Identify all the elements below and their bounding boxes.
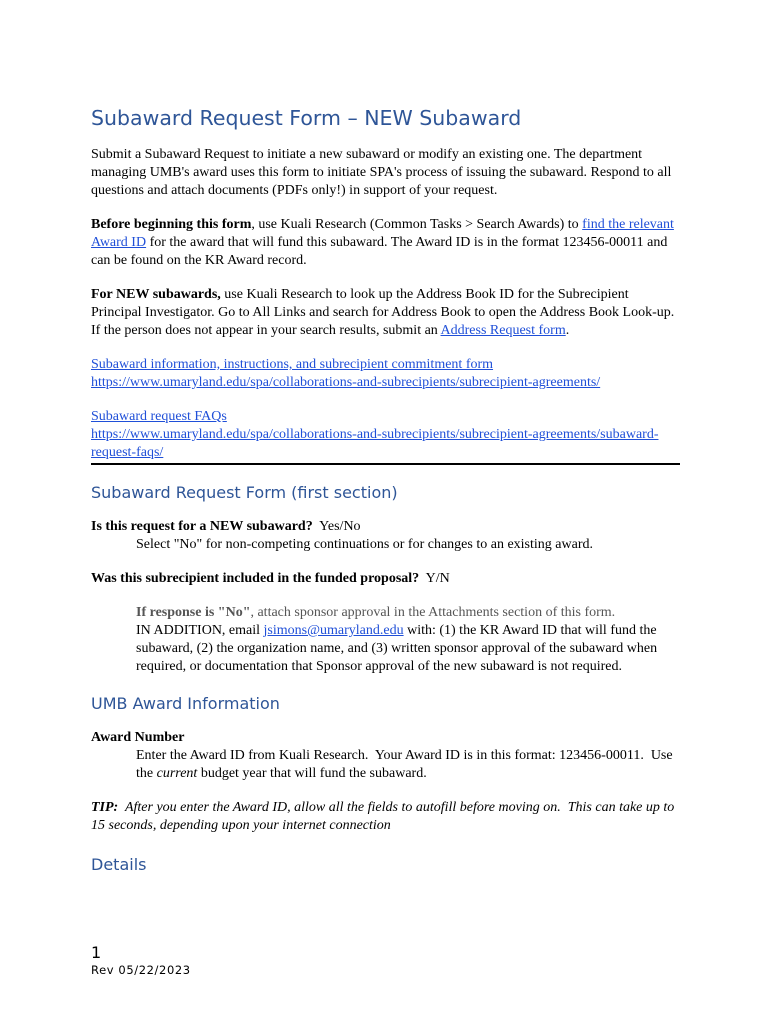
- in-addition-paragraph: [91, 622, 681, 676]
- question-new-subaward-answer: Yes/No: [312, 519, 361, 534]
- new-subawards-bold: For NEW subawards,: [91, 287, 221, 302]
- info-url-line: [91, 374, 681, 392]
- question-funded-proposal: [91, 570, 681, 588]
- tip-bold: TIP:: [91, 800, 119, 815]
- response-no-note: [91, 604, 681, 622]
- page-number: 1: [91, 943, 102, 962]
- question-new-subaward-note: Select "No" for non-competing continuations or for changes to an existing award.: [136, 537, 593, 552]
- new-subawards-text-2: .: [565, 323, 570, 338]
- new-subawards-text-1: use Kuali Research to look up the Address Book ID for the Subrecipient Principal Investigator. Go to All Links and search for Address Book to open the Address Book Look-up. If the person does not appear in your search results, submit an: [91, 287, 675, 338]
- award-text-1: Enter the Award ID from Kuali Research. Your Award ID is in this format: 123456-00011. Use the: [136, 748, 677, 781]
- response-no-text: , attach sponsor approval in the Attachments section of this form.: [250, 605, 616, 620]
- address-request-form-link[interactable]: Address Request form: [440, 323, 566, 338]
- award-number-label: [91, 729, 681, 747]
- award-italic: current: [156, 766, 198, 781]
- in-addition-text-2: with: (1) the KR Award ID that will fund the subaward, (2) the organization name, and (3) written sponsor approval of the subaward when required, or documentation that Sponsor approval of the new subaward is not required.: [136, 623, 658, 674]
- faq-link-line: [91, 408, 681, 426]
- find-award-id-link[interactable]: find the relevant Award ID: [91, 217, 674, 250]
- tip-text: After you enter the Award ID, allow all the fields to autofill before moving on. This can take up to 15 seconds, depending upon your internet connection: [91, 800, 678, 833]
- question-funded-proposal-label: Was this subrecipient included in the funded proposal?: [91, 571, 420, 586]
- in-addition-text-1: IN ADDITION, email: [136, 623, 264, 638]
- subaward-faq-url-link[interactable]: https://www.umaryland.edu/spa/collaborations-and-subrecipients/subrecipient-agreements/subaward-request-faqs/: [91, 427, 659, 460]
- question-new-subaward-label: Is this request for a NEW subaward?: [91, 519, 313, 534]
- section-heading-details: Details: [91, 855, 147, 874]
- award-text-2: budget year that will fund the subaward.: [197, 766, 427, 781]
- intro-paragraph: Submit a Subaward Request to initiate a new subaward or modify an existing one. The department managing UMB's award uses this form to initiate SPA's process of issuing the subaward. Respond to all questions and attach documents (PDFs only!) in support of your request.: [91, 147, 672, 198]
- before-text-1: , use Kuali Research (Common Tasks > Search Awards) to: [251, 217, 583, 232]
- award-number-instructions: [91, 747, 681, 783]
- info-link-line: [91, 356, 681, 374]
- before-text-2: for the award that will fund this subaward. The Award ID is in the format 123456-00011 and can be found on the KR Award record.: [91, 235, 668, 268]
- section-divider: [91, 463, 680, 465]
- faq-url-line: [91, 426, 681, 462]
- before-bold: Before beginning this form: [91, 217, 252, 232]
- email-link[interactable]: jsimons@umaryland.edu: [263, 623, 404, 638]
- subaward-faq-link[interactable]: Subaward request FAQs: [91, 409, 227, 424]
- before-paragraph: [91, 216, 681, 270]
- response-no-bold: If response is "No": [136, 605, 251, 620]
- award-number-label-text: Award Number: [91, 730, 185, 745]
- question-new-subaward: [91, 518, 681, 536]
- question-funded-proposal-answer: Y/N: [419, 571, 450, 586]
- new-subawards-paragraph: [91, 286, 681, 340]
- subaward-info-url-link[interactable]: https://www.umaryland.edu/spa/collaborations-and-subrecipients/subrecipient-agreements/: [91, 375, 601, 390]
- subaward-info-link[interactable]: Subaward information, instructions, and subrecipient commitment form: [91, 357, 494, 372]
- tip-paragraph: [91, 799, 681, 835]
- section-heading-umb-award: UMB Award Information: [91, 694, 280, 713]
- revision-date: Rev 05/22/2023: [91, 963, 191, 977]
- section-heading-first: Subaward Request Form (first section): [91, 483, 398, 502]
- document-body: [91, 106, 681, 874]
- page-title: Subaward Request Form – NEW Subaward: [91, 106, 522, 130]
